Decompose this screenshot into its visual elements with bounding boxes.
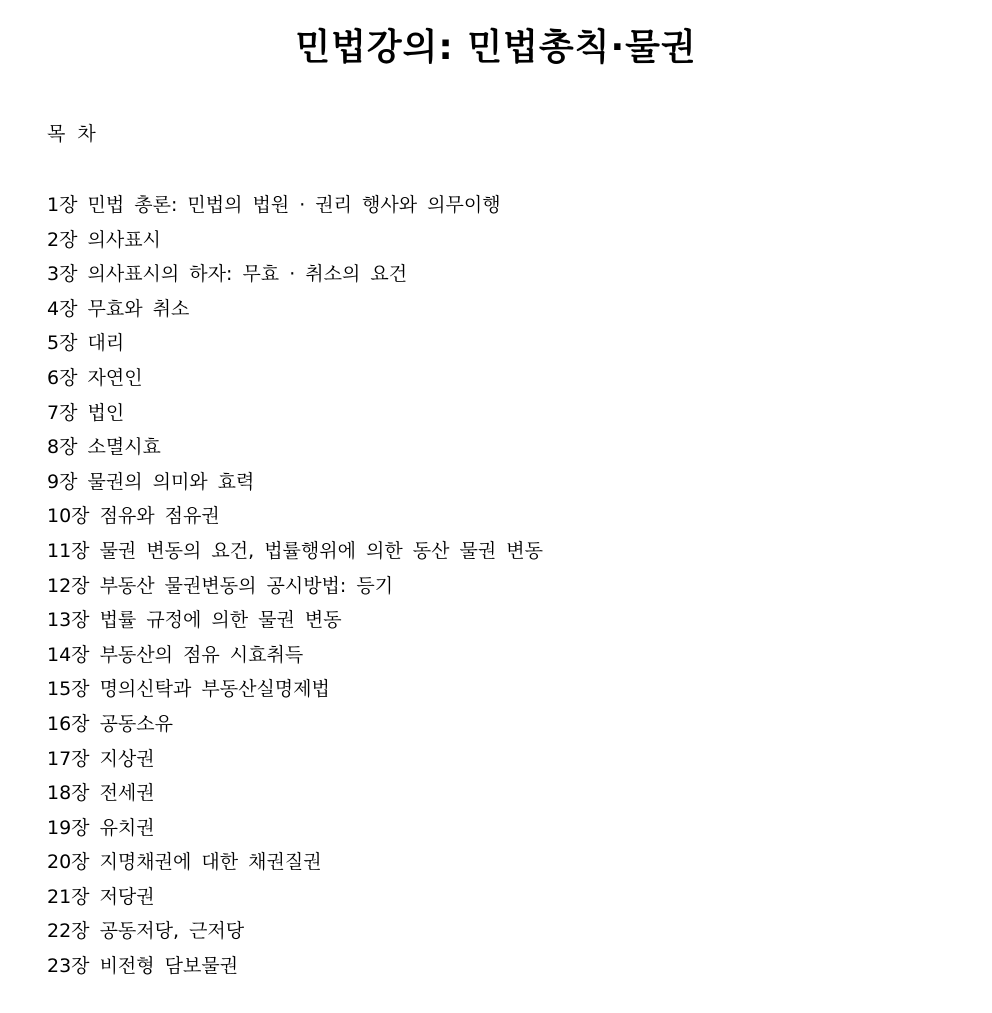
toc-item-8: 8장 소멸시효 <box>47 436 161 459</box>
toc-item-18: 18장 전세권 <box>47 782 155 805</box>
toc-item-11: 11장 물권 변동의 요건, 법률행위에 의한 동산 물권 변동 <box>47 539 543 562</box>
toc-item-1: 1장 민법 총론: 민법의 법원 · 권리 행사와 의무이행 <box>47 194 501 216</box>
document-title: 민법강의: 민법총칙·물권 <box>295 27 697 68</box>
toc-item-20: 20장 지명채권에 대한 채권질권 <box>47 851 322 874</box>
toc-item-19: 19장 유치권 <box>47 816 155 839</box>
toc-item-13: 13장 법률 규정에 의한 물권 변동 <box>47 609 342 632</box>
toc-item-2: 2장 의사표시 <box>47 228 161 251</box>
toc-item-9: 9장 물권의 의미와 효력 <box>47 470 255 493</box>
toc-item-22: 22장 공동저당, 근저당 <box>47 920 245 943</box>
toc-item-5: 5장 대리 <box>47 332 125 355</box>
toc-item-21: 21장 저당권 <box>47 885 155 908</box>
toc-list <box>47 188 543 984</box>
toc-item-4: 4장 무효와 취소 <box>47 297 190 320</box>
toc-item-10: 10장 점유와 점유권 <box>47 505 220 528</box>
toc-item-17: 17장 지상권 <box>47 747 155 770</box>
toc-item-16: 16장 공동소유 <box>47 712 173 735</box>
toc-item-7: 7장 법인 <box>47 401 125 424</box>
toc-item-3: 3장 의사표시의 하자: 무효 · 취소의 요건 <box>47 263 408 286</box>
toc-item-23: 23장 비전형 담보물권 <box>47 955 239 978</box>
toc-item-12: 12장 부동산 물권변동의 공시방법: 등기 <box>47 574 394 597</box>
toc-item-14: 14장 부동산의 점유 시효취득 <box>47 643 304 666</box>
toc-heading: 목 차 <box>47 123 96 145</box>
toc-item-6: 6장 자연인 <box>47 366 143 389</box>
toc-item-15: 15장 명의신탁과 부동산실명제법 <box>47 678 330 701</box>
